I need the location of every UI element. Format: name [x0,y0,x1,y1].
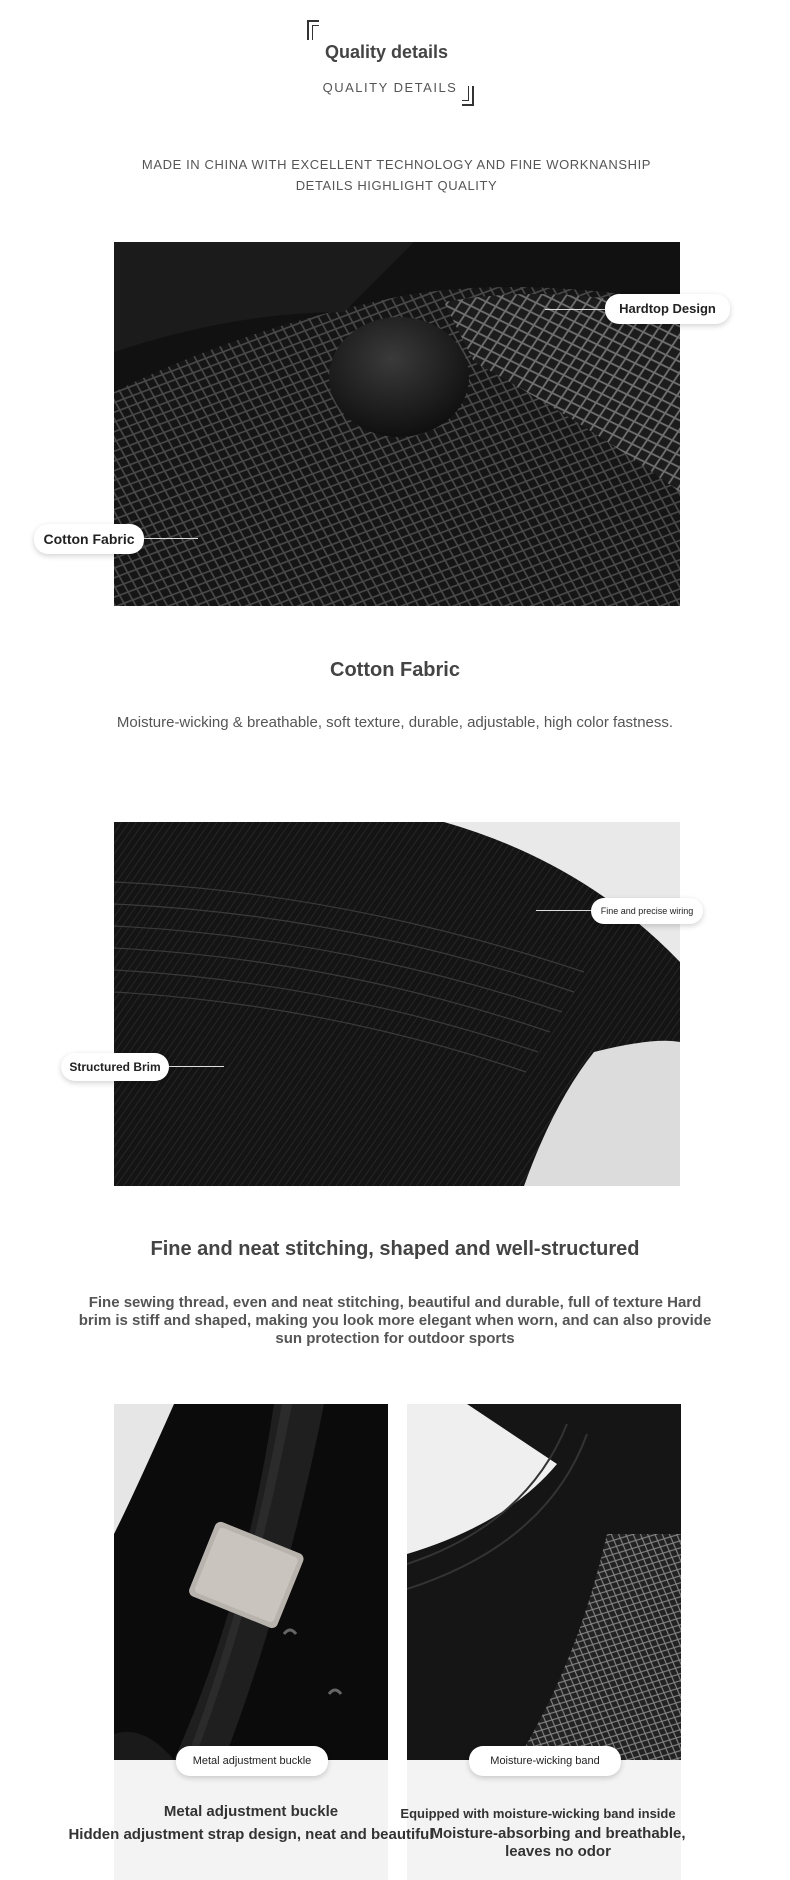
band-caption-text [408,1825,708,1861]
buckle-caption-text: Hidden adjustment strap design, neat and beautiful [68,1826,434,1843]
band-caption-line-1: Moisture-absorbing and breathable, [430,1825,686,1842]
section-1-title: Cotton Fabric [330,659,460,681]
corner-bracket-bottom-right [462,86,474,106]
section-2-description-line-2: brim is stiff and shaped, making you look more elegant when worn, and can also provide [78,1312,712,1329]
metal-buckle-photo [114,1404,388,1760]
band-caption-line-2: leaves no odor [505,1843,611,1860]
section-1-description: Moisture-wicking & breathable, soft texture, durable, adjustable, high color fastness. [116,714,674,731]
callout-line-brim [166,1066,224,1067]
corner-bracket-top-left [307,20,319,40]
band-caption-title: Equipped with moisture-wicking band inside [400,1806,676,1821]
page-title: Quality details [324,42,449,62]
callout-line-cotton [140,538,198,539]
intro-line-1: MADE IN CHINA WITH EXCELLENT TECHNOLOGY AND FINE WORKNANSHIP [141,157,652,172]
callout-fine-precise-wiring: Fine and precise wiring [591,898,703,924]
callout-structured-brim: Structured Brim [61,1053,169,1081]
section-2-description [0,1294,790,1348]
intro-line-2: DETAILS HIGHLIGHT QUALITY [295,178,498,193]
cap-brim-photo [114,822,680,1186]
section-2-description-line-1: Fine sewing thread, even and neat stitching, beautiful and durable, full of texture Hard [88,1294,702,1311]
callout-hardtop-design: Hardtop Design [605,294,730,324]
moisture-band-photo [407,1404,681,1760]
label-moisture-wicking-band: Moisture-wicking band [469,1746,621,1776]
page-subtitle: QUALITY DETAILS [322,80,458,95]
detail-card-left-bg [114,1760,388,1880]
callout-cotton-fabric: Cotton Fabric [34,524,144,554]
label-metal-adjustment-buckle: Metal adjustment buckle [176,1746,328,1776]
callout-line-hardtop [545,309,607,310]
callout-line-wiring [536,910,598,911]
intro-text [0,154,790,196]
section-2-description-line-3: sun protection for outdoor sports [275,1330,515,1347]
cap-crown-mesh-photo [114,242,680,606]
buckle-caption-title: Metal adjustment buckle [163,1803,339,1820]
section-2-title: Fine and neat stitching, shaped and well-structured [150,1238,640,1260]
